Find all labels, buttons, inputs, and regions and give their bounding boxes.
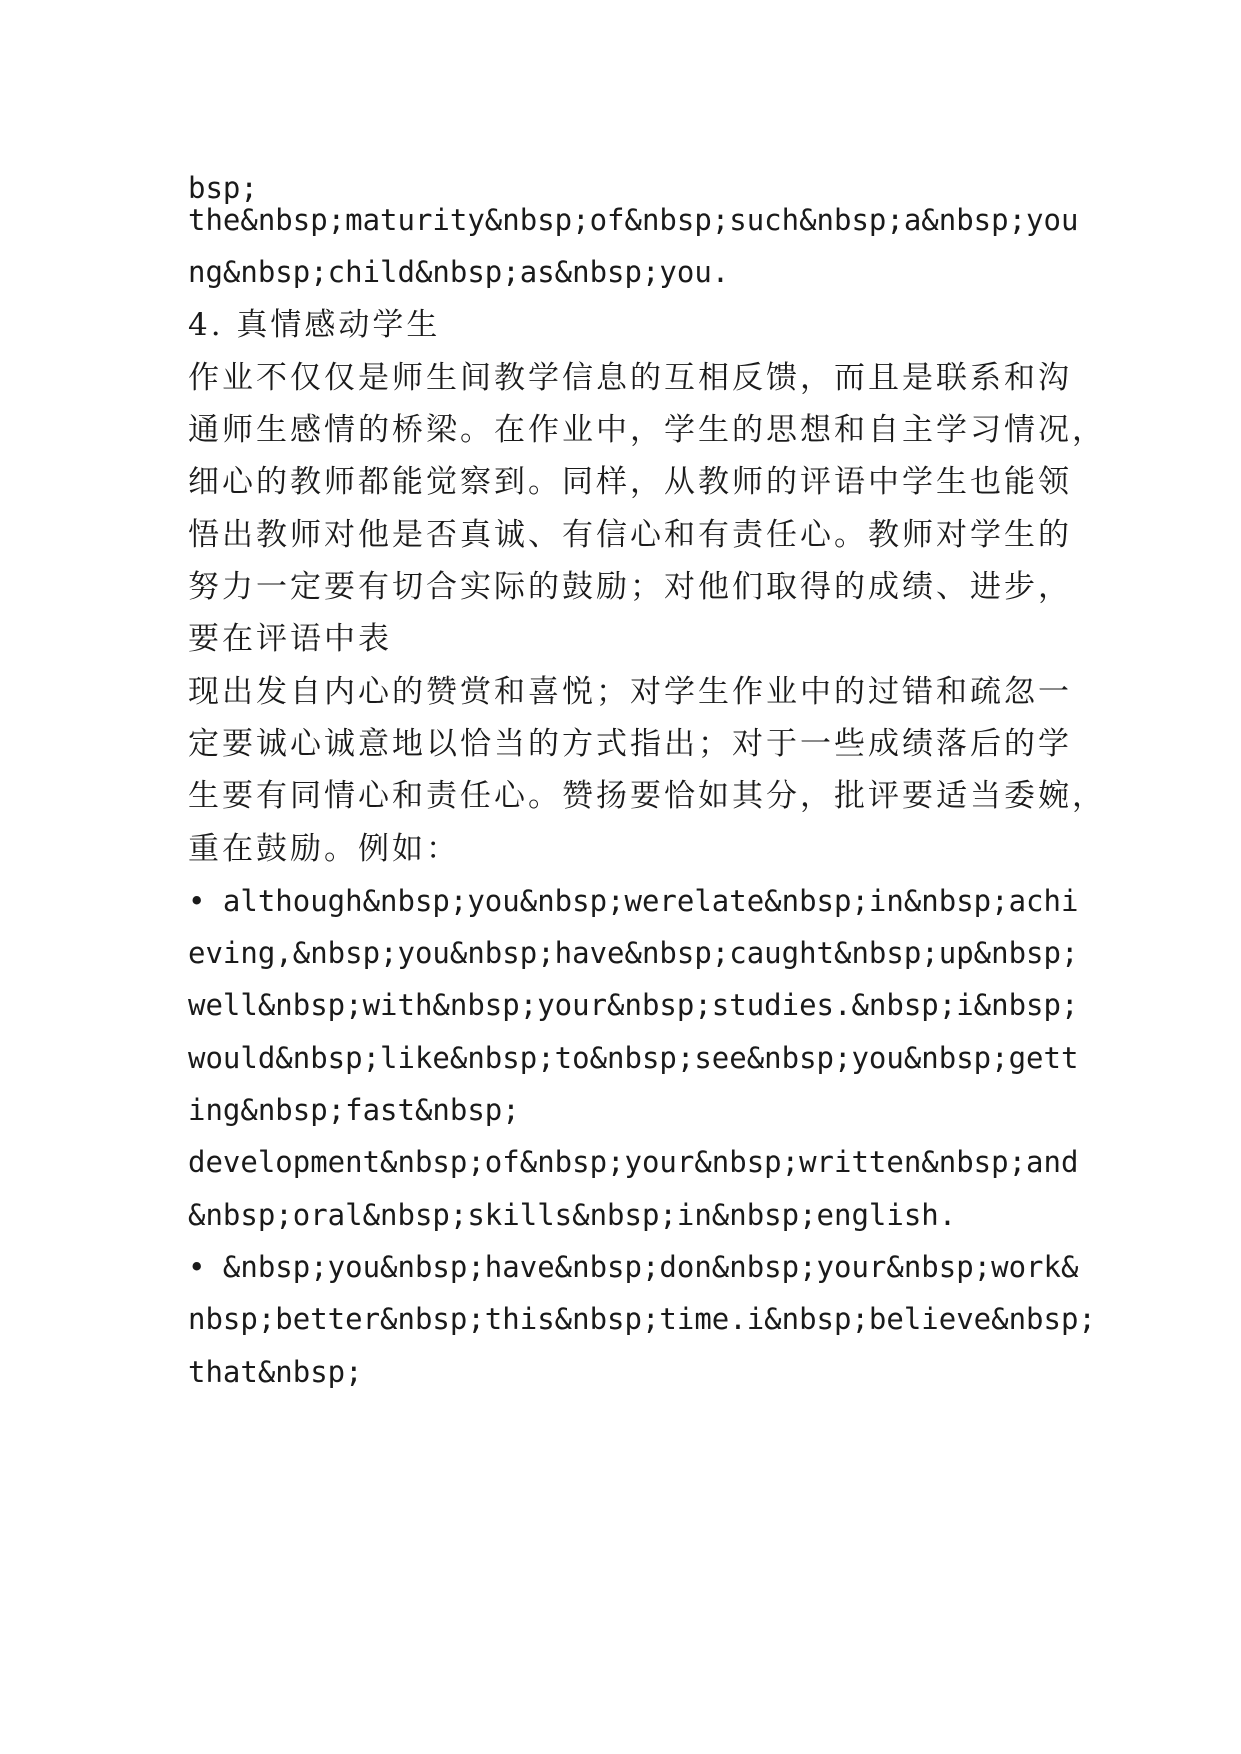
text-line: 细心的教师都能觉察到。同样，从教师的评语中学生也能领 (188, 464, 1072, 500)
text-line: 作业不仅仅是师生间教学信息的互相反馈，而且是联系和沟 (188, 360, 1072, 396)
text-line: well&nbsp;with&nbsp;your&nbsp;studies.&nbsp;i&nbsp; (188, 988, 1079, 1022)
text-line: eving,&nbsp;you&nbsp;have&nbsp;caught&nbsp;up&nbsp; (188, 936, 1079, 970)
text-line: that&nbsp; (188, 1355, 363, 1389)
section-heading: 4. 真情感动学生 (188, 307, 441, 343)
text-line: 通师生感情的桥梁。在作业中，学生的思想和自主学习情况， (188, 412, 1106, 448)
bullet-item: • although&nbsp;you&nbsp;werelate&nbsp;in&nbsp;achi (188, 884, 1079, 918)
text-line: 悟出教师对他是否真诚、有信心和有责任心。教师对学生的 (188, 517, 1072, 553)
text-line: 要在评语中表 (188, 621, 392, 657)
text-line: 重在鼓励。例如： (188, 831, 460, 867)
text-line: development&nbsp;of&nbsp;your&nbsp;written&nbsp;and (188, 1145, 1079, 1179)
text-line: would&nbsp;like&nbsp;to&nbsp;see&nbsp;you&nbsp;gett (188, 1041, 1079, 1075)
text-line: &nbsp;oral&nbsp;skills&nbsp;in&nbsp;english. (188, 1198, 957, 1232)
text-line: 定要诚心诚意地以恰当的方式指出；对于一些成绩落后的学 (188, 726, 1072, 762)
text-line: bsp; (188, 171, 258, 205)
text-line: 生要有同情心和责任心。赞扬要恰如其分，批评要适当委婉， (188, 778, 1106, 814)
bullet-item: • &nbsp;you&nbsp;have&nbsp;don&nbsp;your&nbsp;work& (188, 1250, 1079, 1284)
text-line: 现出发自内心的赞赏和喜悦；对学生作业中的过错和疏忽一 (188, 674, 1072, 710)
text-line: the&nbsp;maturity&nbsp;of&nbsp;such&nbsp;a&nbsp;you (188, 203, 1079, 237)
text-line: ing&nbsp;fast&nbsp; (188, 1093, 520, 1127)
text-line: 努力一定要有切合实际的鼓励；对他们取得的成绩、进步， (188, 569, 1072, 605)
text-line: nbsp;better&nbsp;this&nbsp;time.i&nbsp;believe&nbsp; (188, 1302, 1096, 1336)
text-line: ng&nbsp;child&nbsp;as&nbsp;you. (188, 255, 730, 289)
